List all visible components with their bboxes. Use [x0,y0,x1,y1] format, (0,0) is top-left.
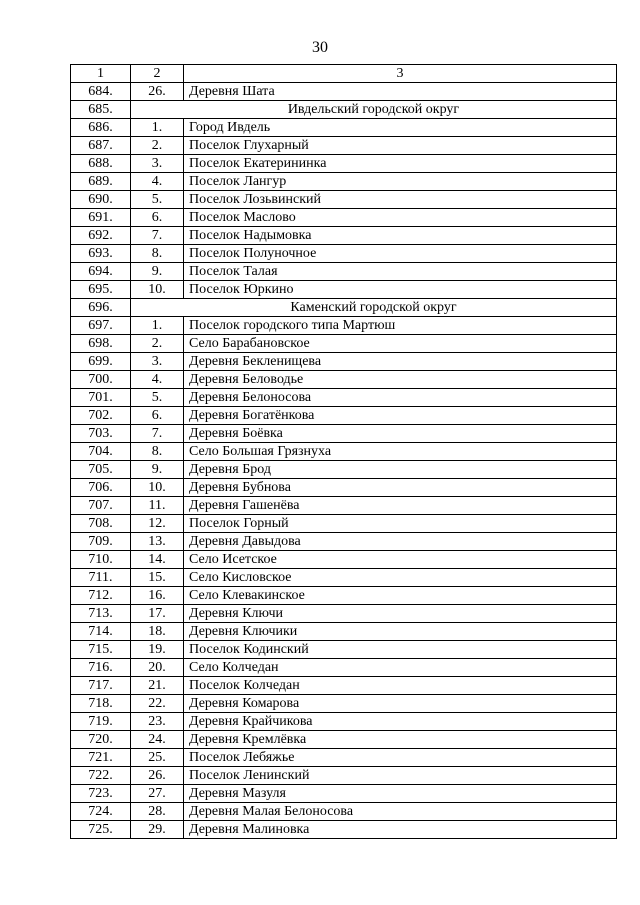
sub-number: 19. [131,641,184,659]
section-title: Каменский городской округ [131,299,617,317]
row-number: 712. [71,587,131,605]
row-number: 718. [71,695,131,713]
row-number: 686. [71,119,131,137]
settlement-name: Деревня Бекленищева [184,353,617,371]
row-number: 695. [71,281,131,299]
row-number: 697. [71,317,131,335]
section-row [71,299,617,317]
sub-number: 26. [131,767,184,785]
table-row [71,227,617,245]
row-number: 717. [71,677,131,695]
row-number: 698. [71,335,131,353]
sub-number: 4. [131,371,184,389]
settlement-name: Поселок Глухарный [184,137,617,155]
sub-number: 22. [131,695,184,713]
table-row [71,515,617,533]
sub-number: 12. [131,515,184,533]
table-row [71,425,617,443]
settlement-name: Деревня Шата [184,83,617,101]
table-body [71,65,617,839]
table-row [71,461,617,479]
table-row [71,641,617,659]
table-row [71,191,617,209]
settlement-name: Поселок Екатерининка [184,155,617,173]
sub-number: 3. [131,155,184,173]
table-row [71,389,617,407]
table-row [71,749,617,767]
table-row [71,443,617,461]
table-row [71,209,617,227]
settlement-name: Деревня Гашенёва [184,497,617,515]
row-number: 692. [71,227,131,245]
table-row [71,767,617,785]
row-number: 719. [71,713,131,731]
header-col-3: 3 [184,65,617,83]
settlement-name: Поселок Колчедан [184,677,617,695]
table-row [71,821,617,839]
sub-number: 6. [131,407,184,425]
sub-number: 1. [131,317,184,335]
sub-number: 3. [131,353,184,371]
row-number: 708. [71,515,131,533]
sub-number: 9. [131,461,184,479]
settlement-name: Село Колчедан [184,659,617,677]
sub-number: 23. [131,713,184,731]
settlement-name: Деревня Давыдова [184,533,617,551]
section-title: Ивдельский городской округ [131,101,617,119]
settlement-name: Деревня Ключики [184,623,617,641]
settlement-name: Поселок Юркино [184,281,617,299]
settlement-name: Деревня Брод [184,461,617,479]
row-number: 709. [71,533,131,551]
settlement-name: Город Ивдель [184,119,617,137]
settlement-name: Поселок Горный [184,515,617,533]
settlement-name: Поселок Надымовка [184,227,617,245]
sub-number: 24. [131,731,184,749]
settlement-name: Деревня Комарова [184,695,617,713]
settlement-name: Деревня Боёвка [184,425,617,443]
table-row [71,371,617,389]
page-number: 30 [312,39,328,56]
row-number: 707. [71,497,131,515]
table-row [71,695,617,713]
row-number: 723. [71,785,131,803]
table-row [71,623,617,641]
settlement-name: Деревня Малая Белоносова [184,803,617,821]
row-number: 705. [71,461,131,479]
sub-number: 29. [131,821,184,839]
sub-number: 10. [131,479,184,497]
row-number: 701. [71,389,131,407]
settlement-name: Село Клевакинское [184,587,617,605]
settlement-name: Поселок Лозьвинский [184,191,617,209]
table-row [71,353,617,371]
settlement-name: Деревня Бубнова [184,479,617,497]
table-row [71,281,617,299]
row-number: 688. [71,155,131,173]
row-number: 691. [71,209,131,227]
header-col-1: 1 [71,65,131,83]
row-number: 722. [71,767,131,785]
row-number: 696. [71,299,131,317]
table-row [71,335,617,353]
table-row [71,407,617,425]
settlement-name: Поселок Ленинский [184,767,617,785]
sub-number: 2. [131,335,184,353]
table-row [71,83,617,101]
row-number: 721. [71,749,131,767]
table-header-row [71,65,617,83]
sub-number: 20. [131,659,184,677]
settlement-name: Деревня Беловодье [184,371,617,389]
table-row [71,245,617,263]
row-number: 685. [71,101,131,119]
row-number: 693. [71,245,131,263]
settlement-name: Деревня Богатёнкова [184,407,617,425]
row-number: 700. [71,371,131,389]
sub-number: 8. [131,245,184,263]
section-row [71,101,617,119]
row-number: 694. [71,263,131,281]
row-number: 716. [71,659,131,677]
sub-number: 10. [131,281,184,299]
settlement-name: Деревня Кремлёвка [184,731,617,749]
sub-number: 15. [131,569,184,587]
row-number: 713. [71,605,131,623]
settlement-name: Поселок Талая [184,263,617,281]
sub-number: 28. [131,803,184,821]
settlement-name: Поселок Лангур [184,173,617,191]
table-row [71,317,617,335]
row-number: 702. [71,407,131,425]
row-number: 720. [71,731,131,749]
sub-number: 25. [131,749,184,767]
table-row [71,551,617,569]
table-row [71,713,617,731]
settlement-name: Деревня Белоносова [184,389,617,407]
settlement-name: Поселок городского типа Мартюш [184,317,617,335]
table-row [71,659,617,677]
sub-number: 4. [131,173,184,191]
sub-number: 6. [131,209,184,227]
sub-number: 2. [131,137,184,155]
sub-number: 17. [131,605,184,623]
table-row [71,263,617,281]
header-col-2: 2 [131,65,184,83]
table-row [71,533,617,551]
row-number: 684. [71,83,131,101]
row-number: 714. [71,623,131,641]
sub-number: 27. [131,785,184,803]
settlement-name: Деревня Малиновка [184,821,617,839]
row-number: 710. [71,551,131,569]
settlement-name: Поселок Кодинский [184,641,617,659]
sub-number: 9. [131,263,184,281]
sub-number: 7. [131,425,184,443]
sub-number: 26. [131,83,184,101]
row-number: 690. [71,191,131,209]
row-number: 699. [71,353,131,371]
table-row [71,605,617,623]
table-row [71,803,617,821]
table-row [71,497,617,515]
settlement-name: Село Исетское [184,551,617,569]
sub-number: 7. [131,227,184,245]
row-number: 706. [71,479,131,497]
sub-number: 11. [131,497,184,515]
settlement-name: Поселок Маслово [184,209,617,227]
row-number: 704. [71,443,131,461]
sub-number: 14. [131,551,184,569]
row-number: 724. [71,803,131,821]
sub-number: 8. [131,443,184,461]
table-row [71,731,617,749]
row-number: 689. [71,173,131,191]
settlement-name: Поселок Лебяжье [184,749,617,767]
table-row [71,677,617,695]
row-number: 687. [71,137,131,155]
settlement-name: Деревня Ключи [184,605,617,623]
sub-number: 18. [131,623,184,641]
sub-number: 16. [131,587,184,605]
table-row [71,155,617,173]
table-row [71,587,617,605]
settlement-name: Село Кисловское [184,569,617,587]
table-row [71,137,617,155]
row-number: 711. [71,569,131,587]
row-number: 725. [71,821,131,839]
table-row [71,119,617,137]
settlement-name: Деревня Мазуля [184,785,617,803]
table-row [71,569,617,587]
table-row [71,479,617,497]
sub-number: 1. [131,119,184,137]
settlement-name: Поселок Полуночное [184,245,617,263]
sub-number: 21. [131,677,184,695]
table-row [71,785,617,803]
settlement-name: Село Барабановское [184,335,617,353]
sub-number: 5. [131,389,184,407]
row-number: 703. [71,425,131,443]
row-number: 715. [71,641,131,659]
settlement-name: Село Большая Грязнуха [184,443,617,461]
sub-number: 13. [131,533,184,551]
settlement-name: Деревня Крайчикова [184,713,617,731]
settlements-table [70,64,617,839]
sub-number: 5. [131,191,184,209]
table-row [71,173,617,191]
